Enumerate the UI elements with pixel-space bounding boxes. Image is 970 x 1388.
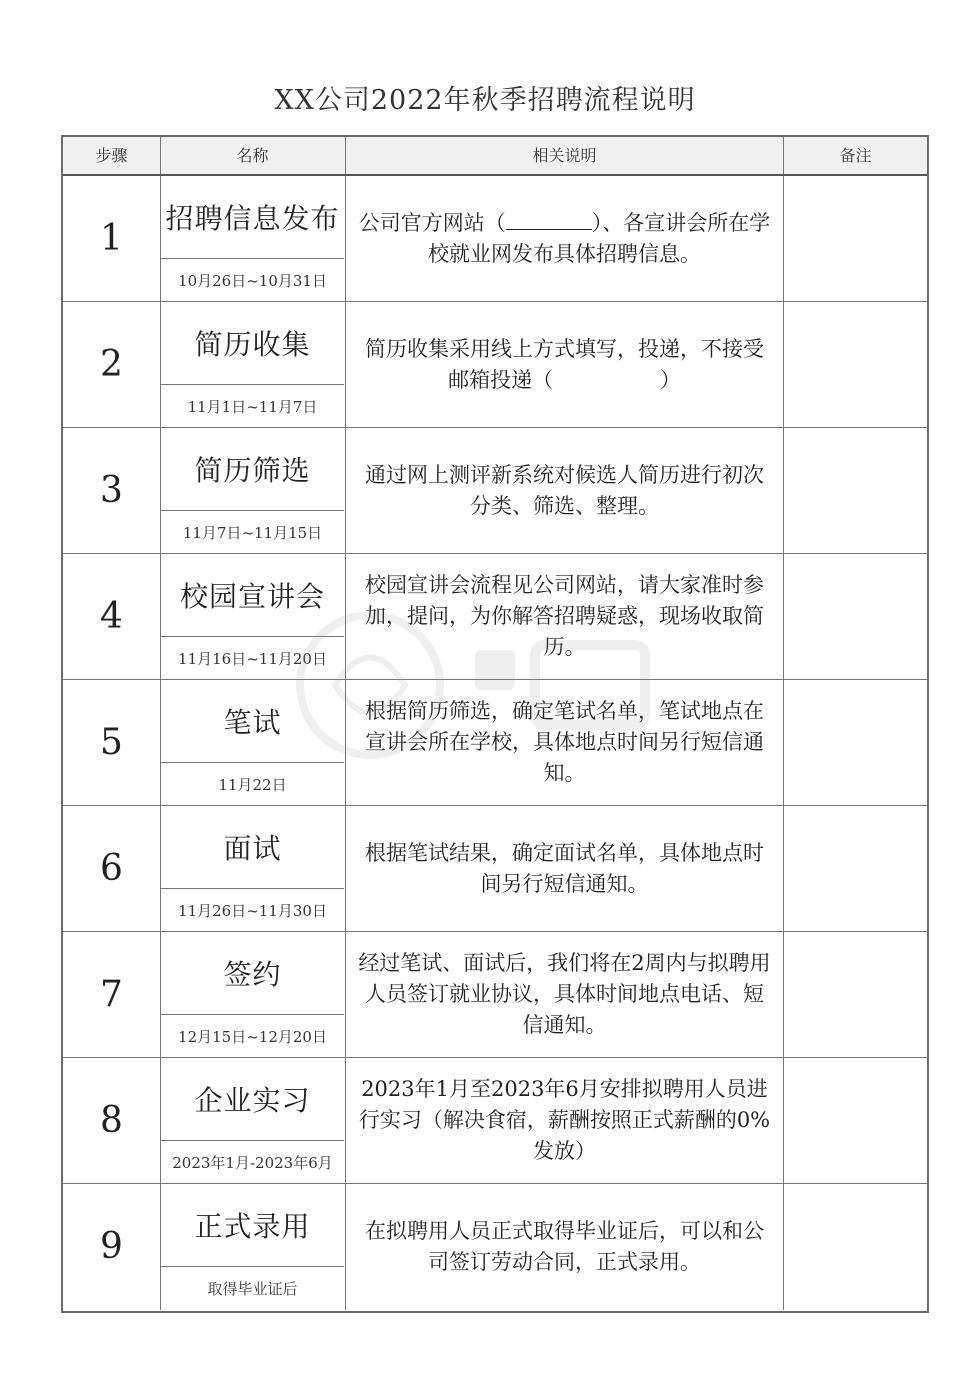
- step-number: 1: [100, 218, 123, 259]
- step-description: 经过笔试、面试后，我们将在2周内与拟聘用人员签订就业协议，具体时间地点电话、短信通知。: [358, 951, 771, 1037]
- header-step: 步骤: [95, 146, 128, 165]
- step-name: 企业实习: [161, 1058, 344, 1141]
- step-date: 10月26日~10月31日: [178, 271, 327, 290]
- step-description: 根据简历筛选，确定笔试名单，笔试地点在宣讲会所在学校，具体地点时间另行短信通知。: [365, 699, 764, 785]
- step-number: 3: [100, 470, 123, 511]
- step-date: 2023年1月-2023年6月: [172, 1153, 333, 1172]
- step-note: [784, 680, 927, 805]
- step-note: [784, 1184, 927, 1309]
- step-number: 6: [100, 848, 123, 889]
- step-note: [784, 806, 927, 931]
- step-name: 简历收集: [161, 302, 344, 385]
- step-name: 签约: [161, 932, 344, 1015]
- step-date: 11月7日~11月15日: [182, 523, 323, 542]
- table-row: [63, 806, 927, 932]
- step-date: 取得毕业证后: [207, 1279, 298, 1298]
- step-date: 12月15日~12月20日: [178, 1027, 327, 1046]
- step-number: 5: [100, 722, 123, 763]
- step-name: 招聘信息发布: [161, 176, 344, 259]
- step-number: 7: [100, 974, 123, 1015]
- table-row: [63, 1184, 927, 1310]
- step-name: 正式录用: [161, 1184, 344, 1267]
- step-description: 根据笔试结果，确定面试名单，具体地点时间另行短信通知。: [365, 840, 764, 896]
- table-row: [63, 428, 927, 554]
- table-header: [63, 137, 927, 176]
- table-row: [63, 302, 927, 428]
- table-row: [63, 176, 927, 302]
- step-number: 4: [100, 596, 123, 637]
- page-title: XX公司2022年秋季招聘流程说明: [274, 85, 696, 116]
- step-description: 在拟聘用人员正式取得毕业证后，可以和公司签订劳动合同，正式录用。: [365, 1218, 764, 1274]
- step-note: [784, 1058, 927, 1183]
- step-description: 校园宣讲会流程见公司网站，请大家准时参加，提问，为你解答招聘疑惑，现场收取简历。: [365, 573, 764, 659]
- description-part: 公司官方网站（: [358, 211, 506, 235]
- step-note: [784, 428, 927, 553]
- fill-in-blank: [506, 207, 592, 230]
- step-name: 面试: [161, 806, 344, 889]
- table-row: [63, 680, 927, 806]
- step-description: [346, 176, 783, 301]
- step-note: [784, 176, 927, 301]
- step-description: 2023年1月至2023年6月安排拟聘用人员进行实习（解决食宿，薪酬按照正式薪酬的0%发放）: [358, 1077, 771, 1163]
- description-part: ）、各宣讲会所在学校就业网发布具体招聘信息。: [428, 211, 771, 266]
- step-date: 11月16日~11月20日: [178, 649, 327, 668]
- step-number: 8: [100, 1100, 123, 1141]
- step-name: 笔试: [161, 680, 344, 763]
- step-note: [784, 302, 927, 427]
- step-name: 简历筛选: [161, 428, 344, 511]
- table-row: [63, 1058, 927, 1184]
- step-date: 11月22日: [218, 775, 287, 794]
- step-number: 2: [100, 344, 123, 385]
- header-note: 备注: [839, 146, 872, 165]
- step-note: [784, 554, 927, 679]
- table-row: [63, 932, 927, 1058]
- header-description: 相关说明: [532, 146, 597, 165]
- step-note: [784, 932, 927, 1057]
- table-row: [63, 554, 927, 680]
- step-date: 11月26日~11月30日: [178, 901, 327, 920]
- step-date: 11月1日~11月7日: [187, 397, 318, 416]
- step-name: 校园宣讲会: [161, 554, 344, 637]
- step-description: 通过网上测评新系统对候选人简历进行初次分类、筛选、整理。: [365, 462, 764, 518]
- header-name: 名称: [236, 146, 269, 165]
- recruitment-process-table: [61, 135, 929, 1313]
- step-description: 简历收集采用线上方式填写，投递，不接受邮箱投递（ ）: [365, 336, 764, 392]
- step-number: 9: [100, 1226, 123, 1267]
